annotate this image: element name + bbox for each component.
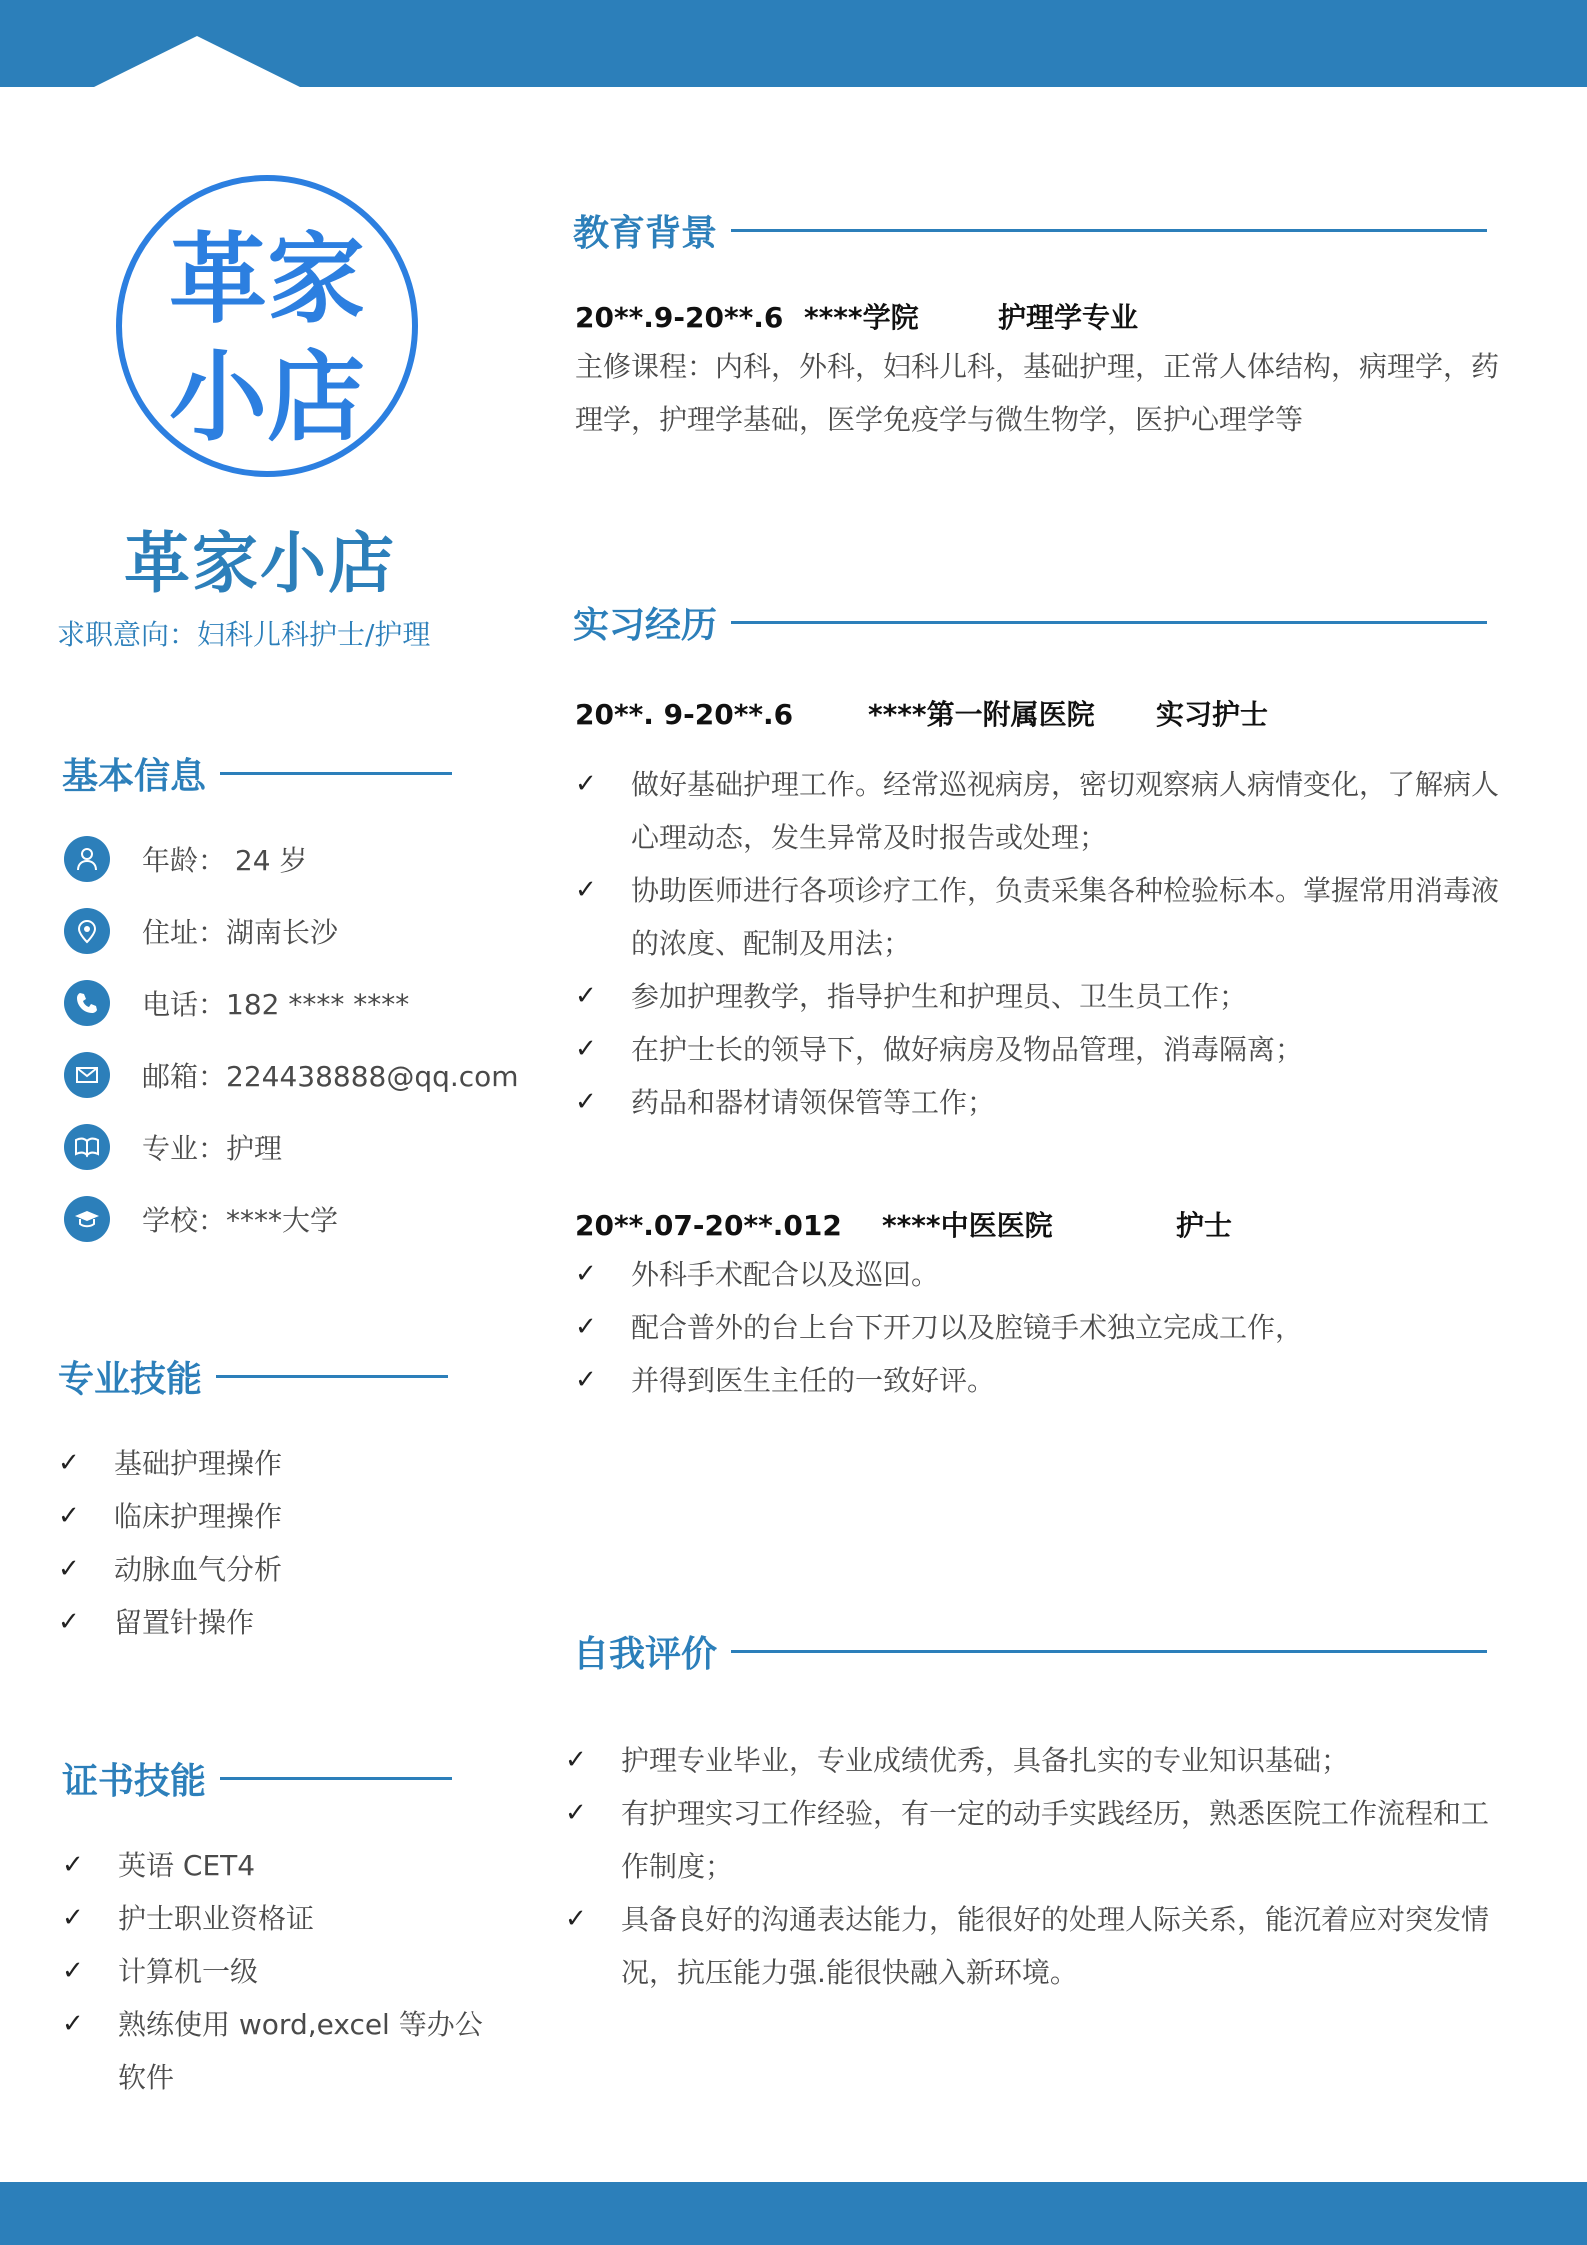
phone-icon <box>64 980 110 1026</box>
check-icon: ✓ <box>62 1956 84 1986</box>
list-item: ✓ 熟练使用 word,excel 等办公软件 <box>62 1998 502 2104</box>
job-duties-list <box>575 758 1505 1129</box>
check-icon: ✓ <box>575 981 597 1011</box>
job-org: ****中医医院 <box>882 1209 1053 1242</box>
list-item: ✓ 并得到医生主任的一致好评。 <box>575 1354 1505 1407</box>
basic-info-heading <box>62 748 452 799</box>
logo-seal <box>114 173 420 479</box>
job-header <box>575 1204 1232 1244</box>
check-icon: ✓ <box>62 1850 84 1880</box>
info-email <box>64 1052 519 1098</box>
check-icon: ✓ <box>62 2009 84 2039</box>
info-major <box>64 1124 282 1170</box>
education-school: ****学院 <box>804 301 919 334</box>
info-address <box>64 908 338 954</box>
info-age <box>64 836 307 882</box>
education-header <box>575 296 1138 336</box>
internship-rule <box>731 621 1487 624</box>
candidate-name: 革家小店 <box>124 525 396 602</box>
education-rule <box>731 229 1487 232</box>
job-org: ****第一附属医院 <box>868 698 1095 731</box>
check-icon: ✓ <box>575 875 597 905</box>
job-period: 20**.07-20**.012 <box>575 1209 842 1242</box>
list-item: ✓ 协助医师进行各项诊疗工作，负责采集各种检验标本。掌握常用消毒液的浓度、配制及用法； <box>575 864 1505 970</box>
check-icon: ✓ <box>58 1448 80 1478</box>
check-icon: ✓ <box>575 1087 597 1117</box>
info-school <box>64 1196 338 1242</box>
location-pin-icon <box>64 908 110 954</box>
list-item: ✓ 计算机一级 <box>62 1945 502 1998</box>
list-item: ✓ 临床护理操作 <box>58 1490 478 1543</box>
info-email-text: 邮箱：224438888@qq.com <box>142 1060 519 1093</box>
list-item: ✓ 药品和器材请领保管等工作； <box>575 1076 1505 1129</box>
basic-info-rule <box>220 772 452 775</box>
check-icon: ✓ <box>575 769 597 799</box>
self-eval-title: 自我评价 <box>573 1634 718 1675</box>
certificates-rule <box>220 1777 452 1780</box>
svg-text:小店: 小店 <box>168 340 366 455</box>
check-icon: ✓ <box>575 1259 597 1289</box>
job-period: 20**. 9-20**.6 <box>575 698 794 731</box>
certificates-title: 证书技能 <box>62 1761 207 1802</box>
top-banner-notch <box>92 36 302 88</box>
list-item: ✓ 在护士长的领导下，做好病房及物品管理，消毒隔离； <box>575 1023 1505 1076</box>
education-heading <box>573 205 1487 256</box>
certificates-heading <box>62 1753 452 1804</box>
certificates-list <box>62 1839 502 2104</box>
education-major: 护理学专业 <box>998 301 1139 334</box>
check-icon: ✓ <box>575 1312 597 1342</box>
skills-heading <box>58 1351 448 1402</box>
self-eval-list <box>565 1734 1495 1999</box>
check-icon: ✓ <box>565 1904 587 1934</box>
self-eval-heading <box>573 1626 1487 1677</box>
education-courses: 主修课程：内科，外科，妇科儿科，基础护理，正常人体结构，病理学，药理学，护理学基础，医学免疫学与微生物学，医护心理学等 <box>575 350 1500 436</box>
skills-title: 专业技能 <box>58 1359 203 1400</box>
list-item: ✓ 动脉血气分析 <box>58 1543 478 1596</box>
job-role: 实习护士 <box>1156 698 1269 731</box>
basic-info-title: 基本信息 <box>62 756 207 797</box>
info-school-text: 学校：****大学 <box>142 1204 339 1237</box>
job-intent: 求职意向：妇科儿科护士/护理 <box>57 618 431 651</box>
job-header <box>575 693 1268 733</box>
list-item: ✓ 护理专业毕业，专业成绩优秀，具备扎实的专业知识基础； <box>565 1734 1495 1787</box>
mail-icon <box>64 1052 110 1098</box>
info-major-text: 专业：护理 <box>142 1132 283 1165</box>
internship-title: 实习经历 <box>573 605 718 646</box>
list-item: ✓ 具备良好的沟通表达能力，能很好的处理人际关系，能沉着应对突发情况，抗压能力强.能很快融入新环境。 <box>565 1893 1495 1999</box>
info-phone <box>64 980 409 1026</box>
check-icon: ✓ <box>565 1798 587 1828</box>
info-age-text: 年龄： 24 岁 <box>142 844 308 877</box>
check-icon: ✓ <box>62 1903 84 1933</box>
check-icon: ✓ <box>575 1365 597 1395</box>
list-item: ✓ 英语 CET4 <box>62 1839 502 1892</box>
skills-list <box>58 1437 478 1649</box>
check-icon: ✓ <box>58 1501 80 1531</box>
job-duties-list <box>575 1248 1505 1407</box>
list-item: ✓ 基础护理操作 <box>58 1437 478 1490</box>
list-item: ✓ 有护理实习工作经验，有一定的动手实践经历，熟悉医院工作流程和工作制度； <box>565 1787 1495 1893</box>
list-item: ✓ 参加护理教学，指导护生和护理员、卫生员工作； <box>575 970 1505 1023</box>
book-icon <box>64 1124 110 1170</box>
skills-rule <box>216 1375 448 1378</box>
job-role: 护士 <box>1176 1209 1233 1242</box>
bottom-banner <box>0 2182 1587 2245</box>
education-period: 20**.9-20**.6 <box>575 301 784 334</box>
check-icon: ✓ <box>575 1034 597 1064</box>
check-icon: ✓ <box>565 1745 587 1775</box>
check-icon: ✓ <box>58 1554 80 1584</box>
list-item: ✓ 配合普外的台上台下开刀以及腔镜手术独立完成工作， <box>575 1301 1505 1354</box>
info-phone-text: 电话：182 **** **** <box>142 988 410 1021</box>
list-item: ✓ 外科手术配合以及巡回。 <box>575 1248 1505 1301</box>
self-eval-rule <box>731 1650 1487 1653</box>
internship-heading <box>573 597 1487 648</box>
graduation-cap-icon <box>64 1196 110 1242</box>
svg-text:革家: 革家 <box>168 222 366 337</box>
education-title: 教育背景 <box>573 213 718 254</box>
check-icon: ✓ <box>58 1607 80 1637</box>
list-item: ✓ 留置针操作 <box>58 1596 478 1649</box>
list-item: ✓ 护士职业资格证 <box>62 1892 502 1945</box>
user-icon <box>64 836 110 882</box>
list-item: ✓ 做好基础护理工作。经常巡视病房，密切观察病人病情变化，了解病人心理动态，发生异常及时报告或处理； <box>575 758 1505 864</box>
info-address-text: 住址：湖南长沙 <box>142 916 339 949</box>
